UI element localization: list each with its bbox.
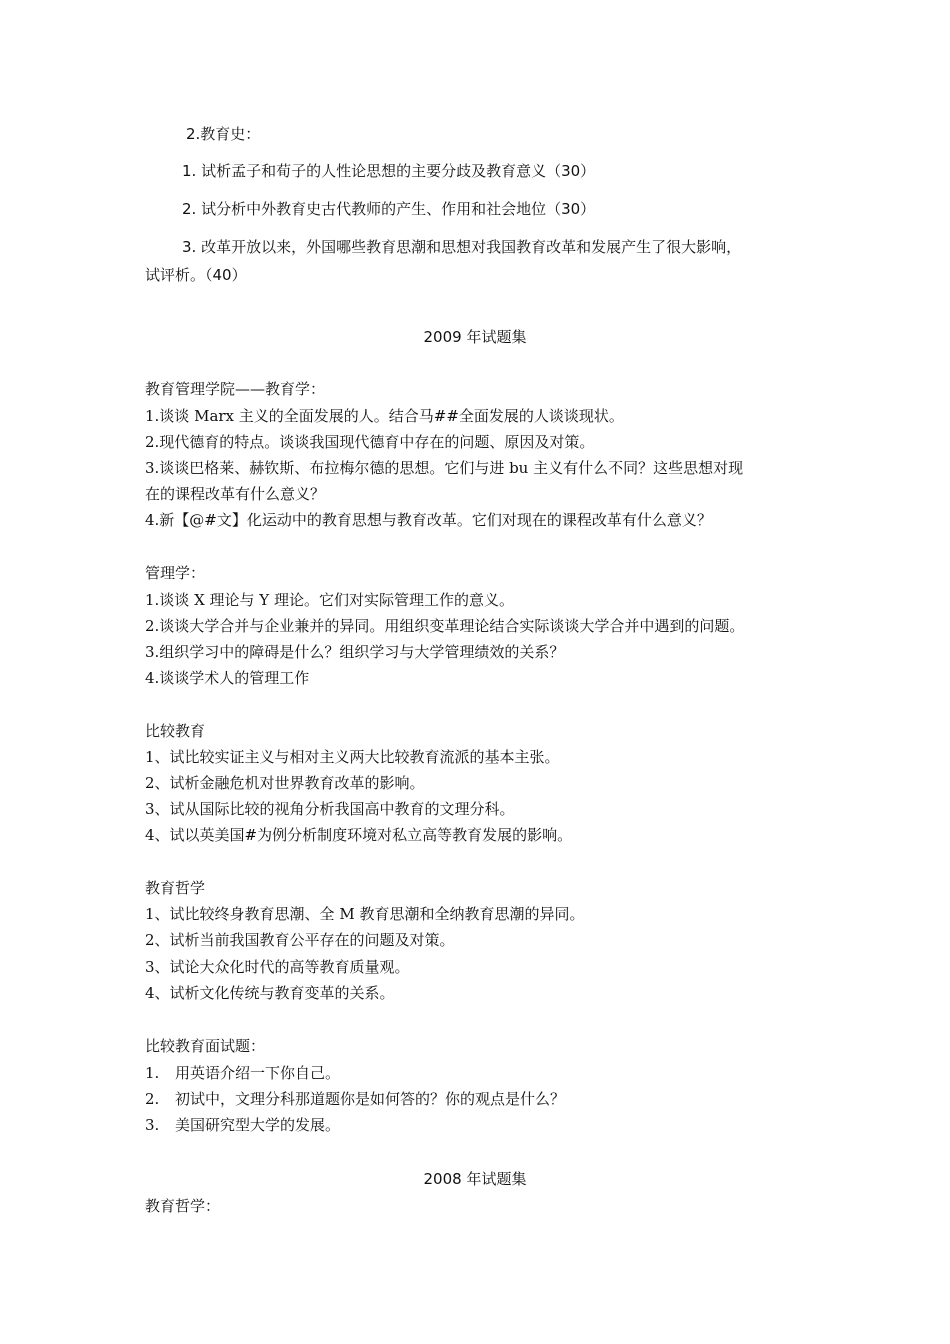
list-item: 3.组织学习中的障碍是什么？组织学习与大学管理绩效的关系？ [145, 643, 565, 661]
year-heading-2008: 2008 年试题集 [423, 1170, 527, 1188]
list-item: 2.现代德育的特点。谈谈我国现代德育中存在的问题、原因及对策。 [145, 433, 595, 451]
list-item: 在的课程改革有什么意义？ [145, 485, 326, 503]
list-item: 4、试以英美国#为例分析制度环境对私立高等教育发展的影响。 [145, 826, 573, 844]
question-line: 2. 试分析中外教育史古代教师的产生、作用和社会地位（30） [182, 200, 596, 218]
list-item: 4、试析文化传统与教育变革的关系。 [145, 984, 395, 1002]
list-item: 1.谈谈 X 理论与 Y 理论。它们对实际管理工作的意义。 [145, 591, 514, 609]
list-item: 3、试论大众化时代的高等教育质量观。 [145, 958, 410, 976]
list-item: 1、试比较实证主义与相对主义两大比较教育流派的基本主张。 [145, 748, 560, 766]
list-number: 3. [145, 1116, 160, 1134]
section-title-comp-edu: 比较教育 [145, 722, 206, 740]
question-line: 试评析。（40） [145, 266, 247, 284]
list-item [145, 1063, 340, 1083]
list-item [145, 1089, 565, 1109]
list-item: 2、试析当前我国教育公平存在的问题及对策。 [145, 931, 455, 949]
list-text: 用英语介绍一下你自己。 [175, 1064, 341, 1082]
question-line: 1. 试析孟子和荀子的人性论思想的主要分歧及教育意义（30） [182, 162, 596, 180]
section-title-edu-history: 2.教育史： [186, 125, 261, 143]
section-title-edu-mgmt: 教育管理学院——教育学： [145, 380, 326, 398]
list-item: 1.谈谈 Marx 主义的全面发展的人。结合马##全面发展的人谈谈现状。 [145, 407, 624, 425]
list-text: 美国研究型大学的发展。 [175, 1116, 341, 1134]
section-title-mgmt: 管理学： [145, 564, 206, 582]
section-title-edu-phil: 教育哲学 [145, 879, 206, 897]
list-item: 3.谈谈巴格莱、赫钦斯、布拉梅尔德的思想。它们与进 bu 主义有什么不同？这些思想对现 [145, 459, 744, 477]
question-line: 3. 改革开放以来，外国哪些教育思潮和思想对我国教育改革和发展产生了很大影响， [182, 238, 742, 256]
list-item: 2、试析金融危机对世界教育改革的影响。 [145, 774, 425, 792]
list-text: 初试中，文理分科那道题你是如何答的？你的观点是什么？ [175, 1090, 566, 1108]
section-title-edu-phil-2008: 教育哲学： [145, 1197, 221, 1215]
list-item: 1、试比较终身教育思潮、全 M 教育思潮和全纳教育思潮的异同。 [145, 905, 585, 923]
list-item: 2.谈谈大学合并与企业兼并的异同。用组织变革理论结合实际谈谈大学合并中遇到的问题。 [145, 617, 745, 635]
list-number: 2. [145, 1090, 160, 1108]
list-item: 3、试从国际比较的视角分析我国高中教育的文理分科。 [145, 800, 515, 818]
list-item: 4.新【@#文】化运动中的教育思想与教育改革。它们对现在的课程改革有什么意义？ [145, 511, 712, 529]
list-number: 1. [145, 1064, 160, 1082]
list-item [145, 1115, 340, 1135]
section-title-interview: 比较教育面试题： [145, 1037, 266, 1055]
list-item: 4.谈谈学术人的管理工作 [145, 669, 310, 687]
year-heading-2009: 2009 年试题集 [423, 328, 527, 346]
